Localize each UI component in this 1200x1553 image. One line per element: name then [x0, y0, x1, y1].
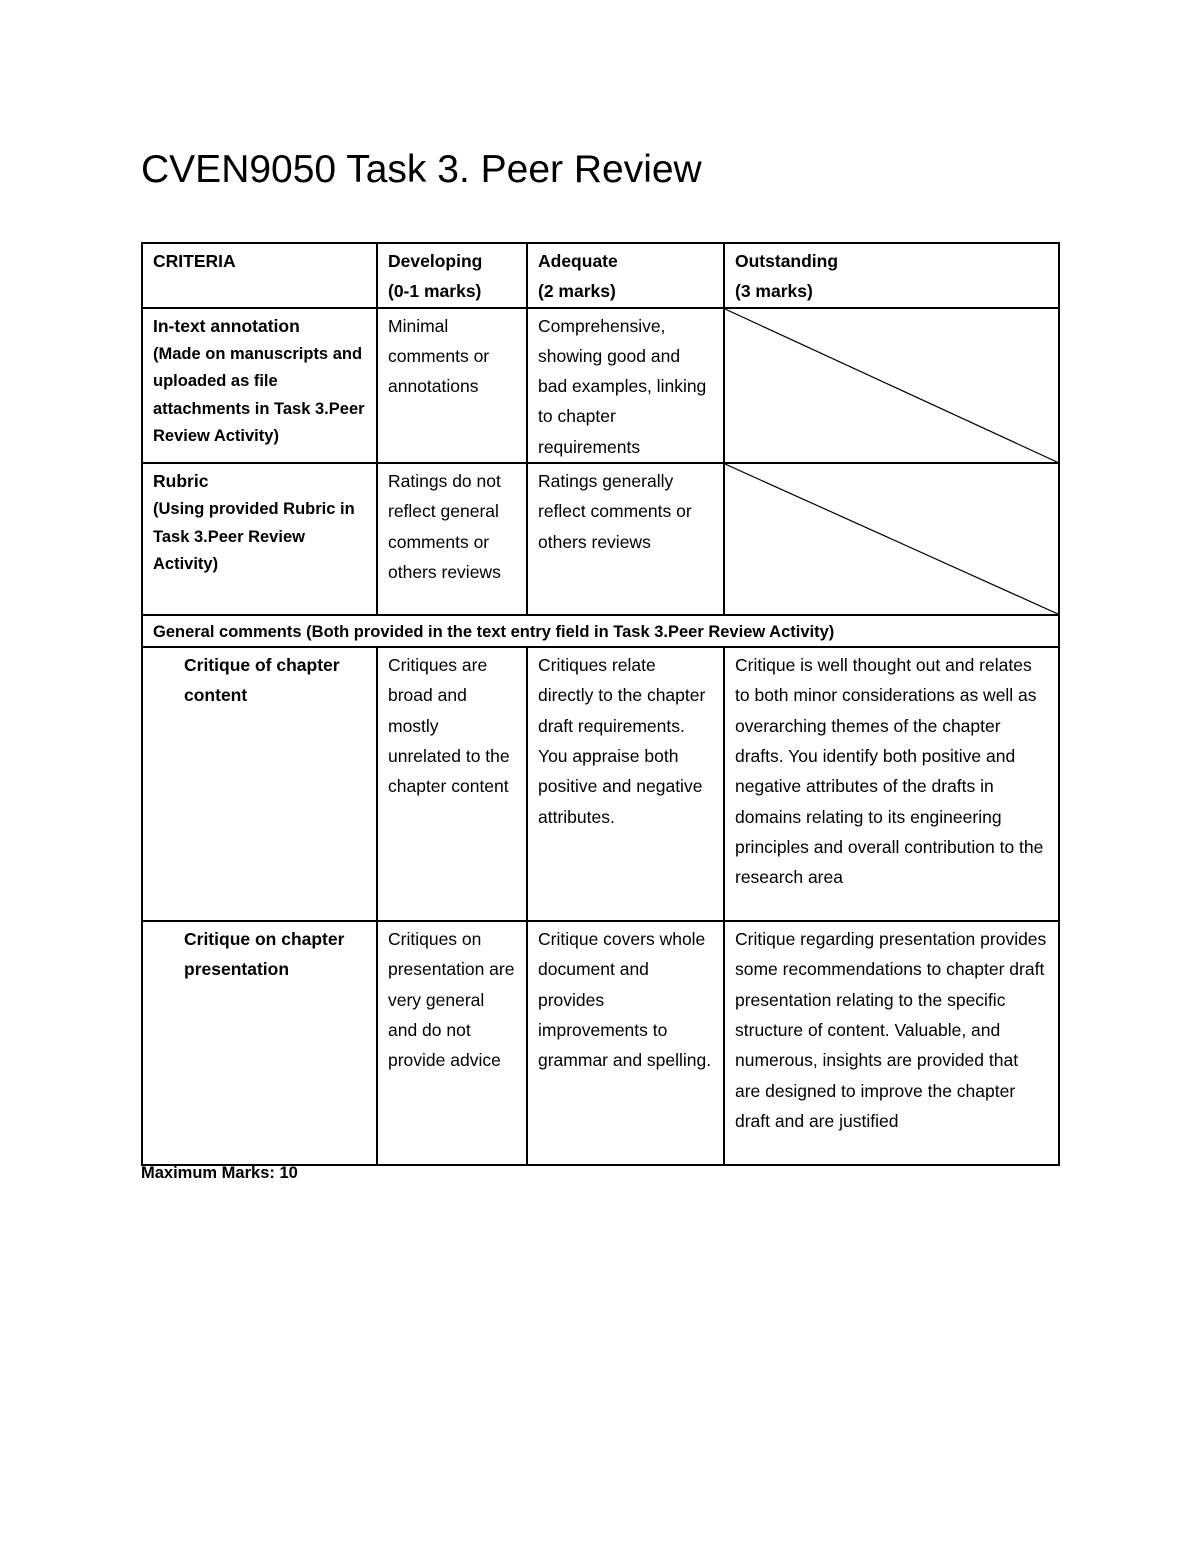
criterion-note: (Using provided Rubric in Task 3.Peer Review Activity)	[153, 500, 355, 574]
header-outstanding-marks: (3 marks)	[735, 281, 813, 302]
criterion-title: Rubric	[153, 471, 209, 492]
outstanding-cell-not-applicable	[724, 308, 1059, 463]
developing-cell: Critiques on presentation are very general and do not provide advice	[377, 921, 527, 1165]
criterion-cell: Critique on chapter presentation	[142, 921, 377, 1165]
adequate-cell: Comprehensive, showing good and bad examples, linking to chapter requirements	[527, 308, 724, 463]
header-developing-marks: (0-1 marks)	[388, 281, 482, 302]
adequate-cell: Ratings generally reflect comments or others reviews	[527, 463, 724, 615]
header-developing	[377, 243, 527, 308]
header-criteria	[142, 243, 377, 308]
criterion-title: In-text annotation	[153, 315, 300, 336]
row-in-text-annotation	[142, 308, 1059, 463]
header-adequate-label: Adequate	[538, 251, 618, 271]
criterion-cell: Critique of chapter content	[142, 647, 377, 921]
criterion-cell	[142, 308, 377, 463]
general-comments-note: (Both provided in the text entry field in Task 3.Peer Review Activity)	[306, 623, 835, 642]
criterion-note: (Made on manuscripts and uploaded as file attachments in Task 3.Peer Review Activity)	[153, 344, 365, 446]
header-outstanding	[724, 243, 1059, 308]
page-title: CVEN9050 Task 3. Peer Review	[141, 148, 702, 191]
outstanding-cell: Critique is well thought out and relates to both minor considerations as well as overarching themes of the chapter drafts. You identify both positive and negative attributes of the drafts in domains relating to its engineering principles and overall contribution to the research area	[724, 647, 1059, 921]
criterion-cell	[142, 463, 377, 615]
header-developing-label: Developing	[388, 251, 483, 271]
header-row	[142, 243, 1059, 308]
header-outstanding-label: Outstanding	[735, 251, 839, 271]
general-comments-cell	[142, 615, 1059, 647]
header-adequate	[527, 243, 724, 308]
row-critique-content	[142, 647, 1059, 921]
header-criteria-label: CRITERIA	[153, 251, 236, 271]
row-rubric	[142, 463, 1059, 615]
row-general-comments	[142, 615, 1059, 647]
developing-cell: Critiques are broad and mostly unrelated to the chapter content	[377, 647, 527, 921]
developing-cell: Ratings do not reflect general comments or others reviews	[377, 463, 527, 615]
outstanding-cell-not-applicable	[724, 463, 1059, 615]
adequate-cell: Critique covers whole document and provides improvements to grammar and spelling.	[527, 921, 724, 1165]
row-critique-presentation	[142, 921, 1059, 1165]
maximum-marks: Maximum Marks: 10	[141, 1164, 298, 1182]
adequate-cell: Critiques relate directly to the chapter draft requirements. You appraise both positive and negative attributes.	[527, 647, 724, 921]
header-adequate-marks: (2 marks)	[538, 281, 616, 302]
rubric-table	[141, 242, 1060, 1166]
general-comments-label: General comments	[153, 623, 302, 642]
developing-cell: Minimal comments or annotations	[377, 308, 527, 463]
outstanding-cell: Critique regarding presentation provides some recommendations to chapter draft presentation relating to the specific structure of content. Valuable, and numerous, insights are provided that are designed to improve the chapter draft and are justified	[724, 921, 1059, 1165]
diagonal-line	[725, 464, 1058, 614]
diagonal-line	[725, 309, 1058, 462]
